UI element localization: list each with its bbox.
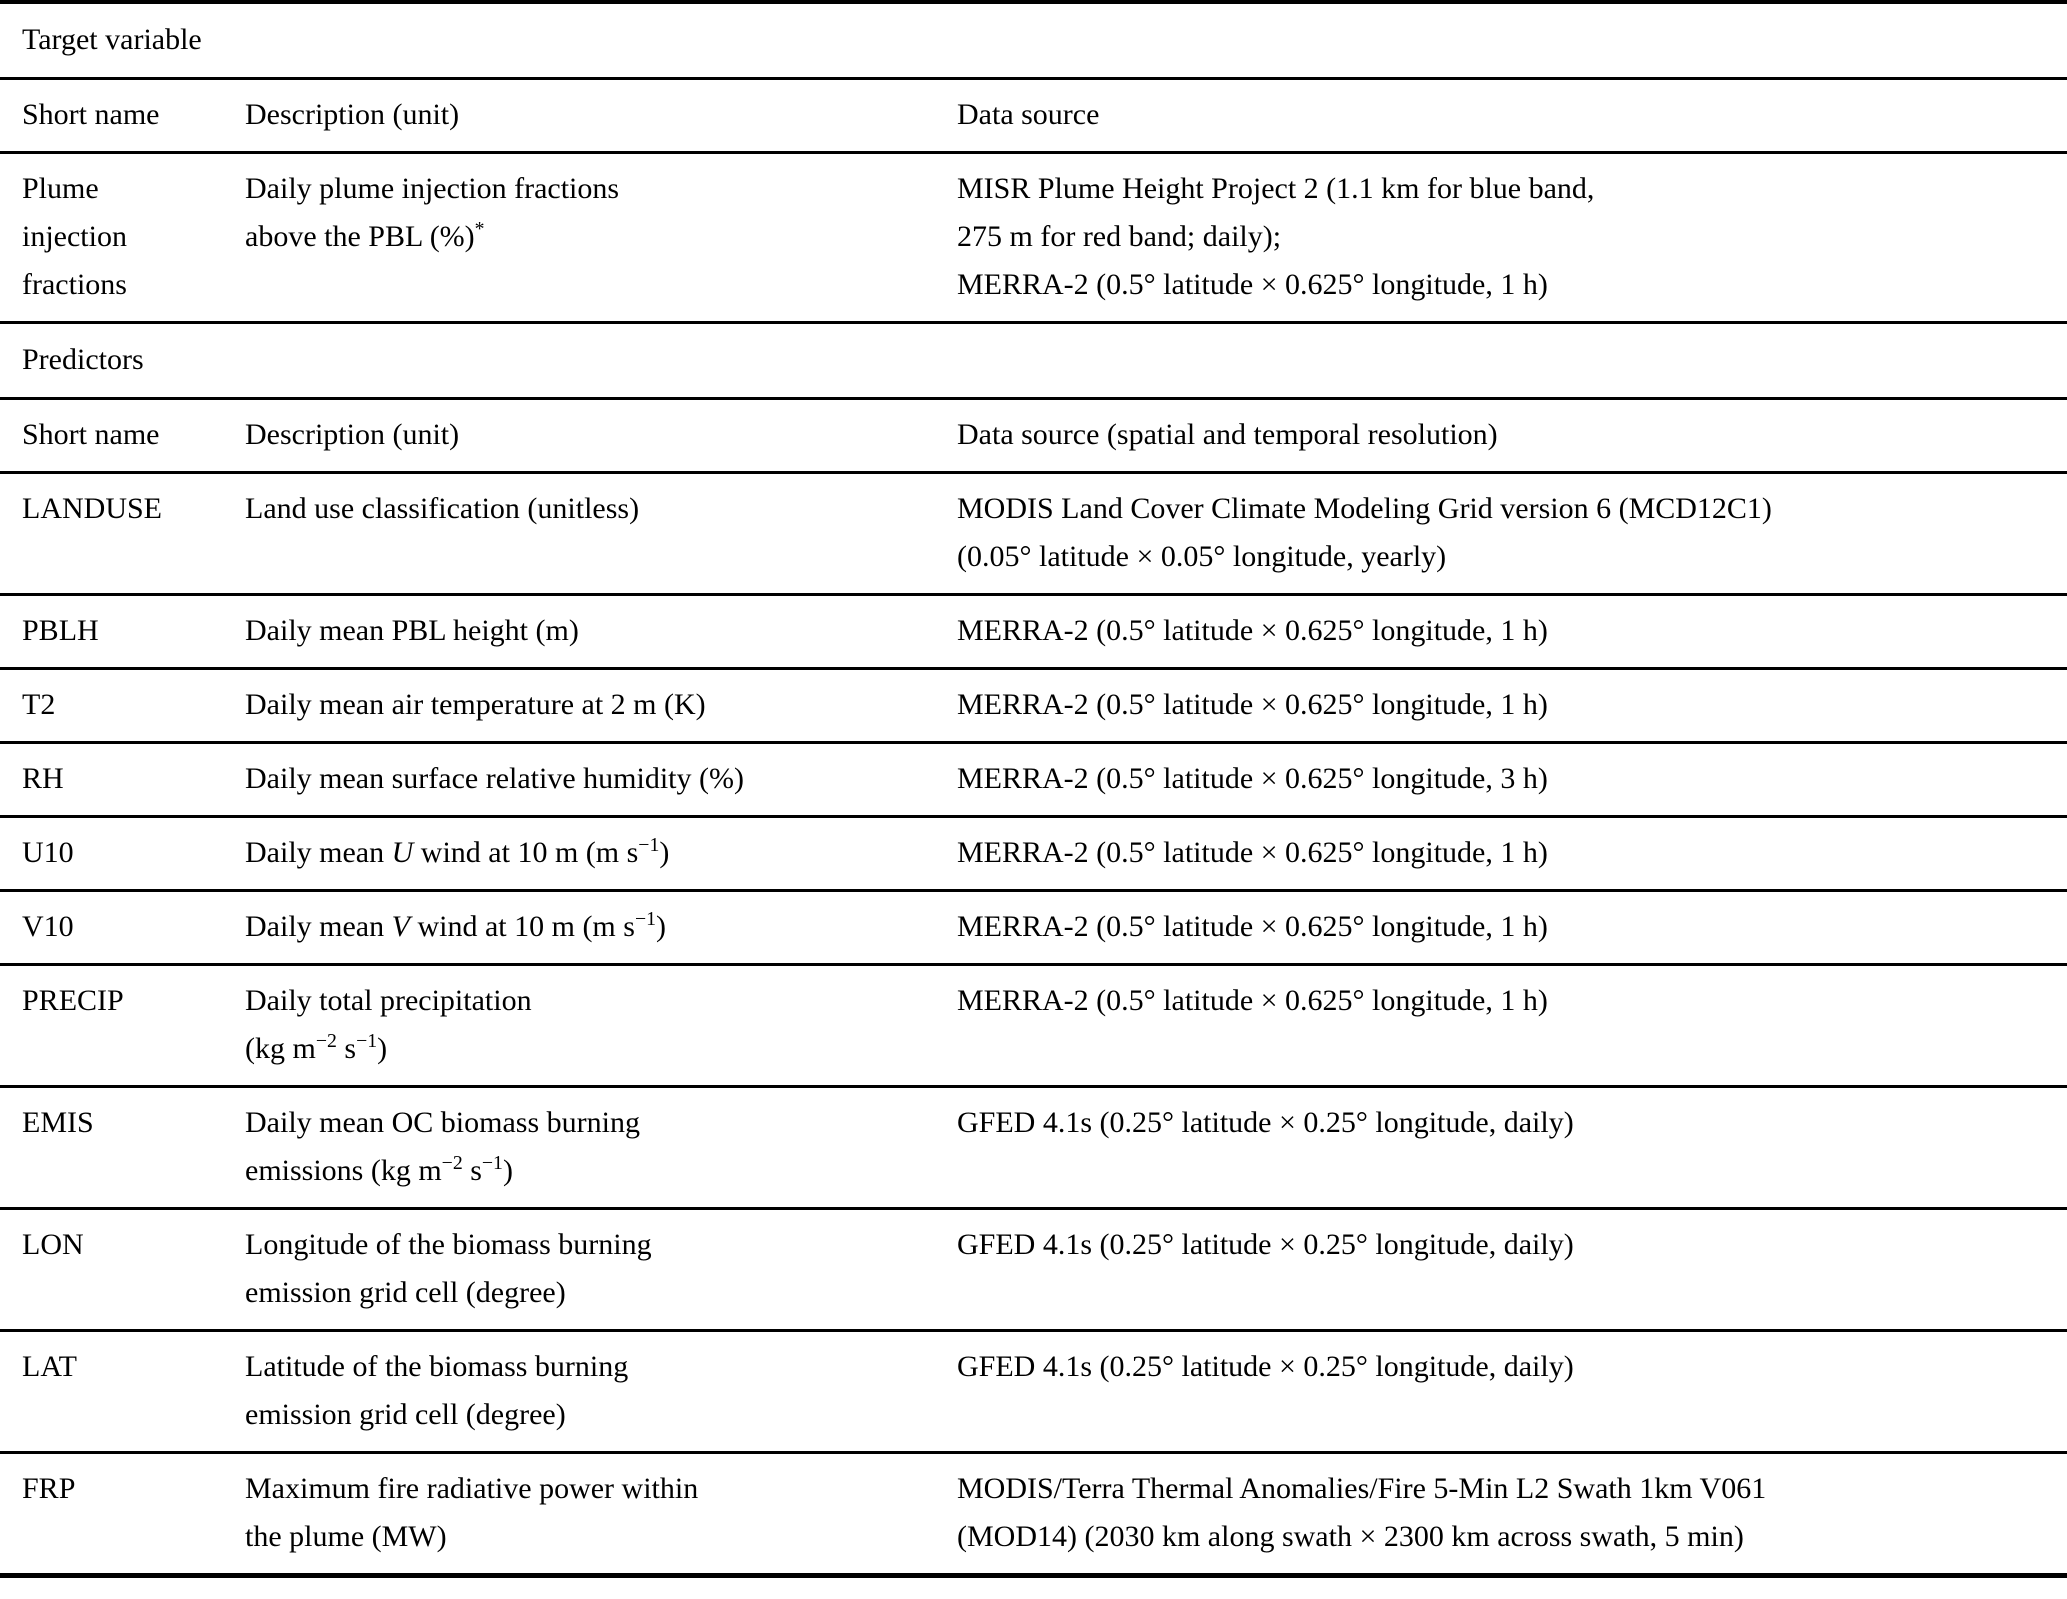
text-segment: Daily plume injection fractions bbox=[245, 172, 620, 205]
text-segment: GFED 4.1s (0.25° latitude × 0.25° longitude, daily) bbox=[957, 1106, 1574, 1139]
short-name-text: injection bbox=[22, 220, 127, 253]
column-header-text: Short name bbox=[22, 418, 160, 451]
short-name-cell bbox=[0, 595, 245, 669]
column-header-data-source bbox=[957, 399, 2067, 473]
text-segment: MERRA-2 (0.5° latitude × 0.625° longitude, 1 h) bbox=[957, 614, 1548, 647]
superscript: −1 bbox=[356, 1030, 378, 1053]
text-segment: Daily mean bbox=[245, 836, 392, 869]
description-cell bbox=[245, 473, 957, 595]
column-header-text: Data source bbox=[957, 98, 1100, 131]
section-title bbox=[0, 323, 2067, 399]
data-source-line bbox=[957, 1465, 2057, 1513]
italic-symbol: U bbox=[391, 836, 414, 869]
description-cell bbox=[245, 595, 957, 669]
table-row bbox=[0, 1331, 2067, 1453]
data-source-cell bbox=[957, 1209, 2067, 1331]
table-row bbox=[0, 473, 2067, 595]
short-name-text: Plume bbox=[22, 172, 99, 205]
section-title-text: Predictors bbox=[22, 343, 144, 376]
column-header-text: Description (unit) bbox=[245, 98, 460, 131]
text-segment: Daily mean air temperature at 2 m (K) bbox=[245, 688, 706, 721]
short-name-text: LAT bbox=[22, 1350, 77, 1383]
column-header-text: Short name bbox=[22, 98, 160, 131]
data-source-cell bbox=[957, 1087, 2067, 1209]
description-line bbox=[245, 607, 947, 655]
table-row bbox=[0, 1087, 2067, 1209]
short-name-text: LON bbox=[22, 1228, 84, 1261]
text-segment: GFED 4.1s (0.25° latitude × 0.25° longitude, daily) bbox=[957, 1228, 1574, 1261]
column-header-text: Data source (spatial and temporal resolution) bbox=[957, 418, 1498, 451]
text-segment: 275 m for red band; daily); bbox=[957, 220, 1282, 253]
short-name-cell bbox=[0, 817, 245, 891]
text-segment: MERRA-2 (0.5° latitude × 0.625° longitude, 1 h) bbox=[957, 984, 1548, 1017]
data-source-cell bbox=[957, 891, 2067, 965]
data-source-line bbox=[957, 1221, 2057, 1269]
data-source-line bbox=[957, 903, 2057, 951]
superscript: −1 bbox=[638, 834, 660, 857]
description-line bbox=[245, 1221, 947, 1269]
short-name-cell bbox=[0, 1209, 245, 1331]
text-segment: Daily mean surface relative humidity (%) bbox=[245, 762, 744, 795]
description-cell bbox=[245, 669, 957, 743]
description-line bbox=[245, 1343, 947, 1391]
short-name-text: EMIS bbox=[22, 1106, 94, 1139]
column-header-description bbox=[245, 79, 957, 153]
text-segment: s bbox=[462, 1154, 482, 1187]
section-title bbox=[0, 2, 2067, 79]
description-line bbox=[245, 977, 947, 1025]
superscript: * bbox=[474, 218, 485, 241]
text-segment: emissions (kg m bbox=[245, 1154, 442, 1187]
data-source-cell bbox=[957, 817, 2067, 891]
data-source-line bbox=[957, 829, 2057, 877]
text-segment: MODIS/Terra Thermal Anomalies/Fire 5-Min L2 Swath 1km V061 bbox=[957, 1472, 1767, 1505]
text-segment: MERRA-2 (0.5° latitude × 0.625° longitude, 1 h) bbox=[957, 688, 1548, 721]
description-cell bbox=[245, 1453, 957, 1576]
description-line bbox=[245, 1465, 947, 1513]
short-name-cell bbox=[0, 473, 245, 595]
table-row bbox=[0, 965, 2067, 1087]
column-header-description bbox=[245, 399, 957, 473]
description-line bbox=[245, 681, 947, 729]
data-source-cell bbox=[957, 965, 2067, 1087]
text-segment: ) bbox=[502, 1154, 513, 1187]
text-segment: emission grid cell (degree) bbox=[245, 1398, 566, 1431]
data-source-line bbox=[957, 977, 2057, 1025]
column-header-data-source bbox=[957, 79, 2067, 153]
data-source-cell bbox=[957, 473, 2067, 595]
superscript: −2 bbox=[441, 1152, 463, 1175]
text-segment: Land use classification (unitless) bbox=[245, 492, 640, 525]
short-name-text: U10 bbox=[22, 836, 74, 869]
short-name-cell bbox=[0, 669, 245, 743]
column-header-short-name bbox=[0, 399, 245, 473]
description-line bbox=[245, 903, 947, 951]
superscript: −2 bbox=[315, 1030, 337, 1053]
text-segment: ) bbox=[656, 910, 666, 943]
short-name-cell bbox=[0, 743, 245, 817]
table-row bbox=[0, 743, 2067, 817]
data-source-line bbox=[957, 1513, 2057, 1561]
data-source-line bbox=[957, 681, 2057, 729]
column-header-text: Description (unit) bbox=[245, 418, 460, 451]
text-segment: (kg m bbox=[245, 1032, 316, 1065]
text-segment: (0.05° latitude × 0.05° longitude, yearly) bbox=[957, 540, 1447, 573]
text-segment: Daily mean PBL height (m) bbox=[245, 614, 579, 647]
text-segment: ) bbox=[377, 1032, 388, 1065]
text-segment: MODIS Land Cover Climate Modeling Grid version 6 (MCD12C1) bbox=[957, 492, 1772, 525]
description-cell bbox=[245, 965, 957, 1087]
text-segment: Daily mean OC biomass burning bbox=[245, 1106, 640, 1139]
text-segment: wind at 10 m (m s bbox=[413, 836, 639, 869]
data-source-cell bbox=[957, 595, 2067, 669]
description-cell bbox=[245, 891, 957, 965]
short-name-text: RH bbox=[22, 762, 64, 795]
short-name-cell bbox=[0, 153, 245, 323]
description-line bbox=[245, 1513, 947, 1561]
text-segment: emission grid cell (degree) bbox=[245, 1276, 566, 1309]
table-row bbox=[0, 595, 2067, 669]
text-segment: above the PBL (%) bbox=[245, 220, 475, 253]
variables-table-body bbox=[0, 2, 2067, 1576]
text-segment: MERRA-2 (0.5° latitude × 0.625° longitude, 1 h) bbox=[957, 268, 1548, 301]
data-source-line bbox=[957, 533, 2057, 581]
superscript: −1 bbox=[634, 908, 656, 931]
description-line bbox=[245, 213, 947, 261]
table-row bbox=[0, 891, 2067, 965]
text-segment: MERRA-2 (0.5° latitude × 0.625° longitude, 1 h) bbox=[957, 836, 1548, 869]
description-line bbox=[245, 829, 947, 877]
description-cell bbox=[245, 743, 957, 817]
table-row bbox=[0, 153, 2067, 323]
description-cell bbox=[245, 1209, 957, 1331]
data-source-line bbox=[957, 261, 2057, 309]
short-name-cell bbox=[0, 1331, 245, 1453]
data-source-line bbox=[957, 165, 2057, 213]
text-segment: s bbox=[336, 1032, 357, 1065]
text-segment: ) bbox=[659, 836, 670, 869]
text-segment: (MOD14) (2030 km along swath × 2300 km across swath, 5 min) bbox=[957, 1520, 1744, 1553]
description-cell bbox=[245, 153, 957, 323]
description-line bbox=[245, 165, 947, 213]
text-segment: Latitude of the biomass burning bbox=[245, 1350, 629, 1383]
description-line bbox=[245, 755, 947, 803]
description-line bbox=[245, 1099, 947, 1147]
description-line bbox=[245, 1269, 947, 1317]
description-cell bbox=[245, 1331, 957, 1453]
text-segment: wind at 10 m (m s bbox=[409, 910, 635, 943]
short-name-cell bbox=[0, 891, 245, 965]
column-header-row-0 bbox=[0, 79, 2067, 153]
short-name-text: PRECIP bbox=[22, 984, 124, 1017]
short-name-cell bbox=[0, 1453, 245, 1576]
section-title-row-0 bbox=[0, 2, 2067, 79]
column-header-row-1 bbox=[0, 399, 2067, 473]
data-source-line bbox=[957, 607, 2057, 655]
description-line bbox=[245, 1025, 947, 1073]
description-line bbox=[245, 1147, 947, 1195]
text-segment: Daily total precipitation bbox=[245, 984, 532, 1017]
table-row bbox=[0, 1453, 2067, 1576]
data-source-line bbox=[957, 755, 2057, 803]
data-source-line bbox=[957, 213, 2057, 261]
data-source-line bbox=[957, 1343, 2057, 1391]
section-title-text: Target variable bbox=[22, 23, 202, 56]
description-cell bbox=[245, 817, 957, 891]
short-name-text: T2 bbox=[22, 688, 56, 721]
text-segment: Longitude of the biomass burning bbox=[245, 1228, 652, 1261]
data-source-cell bbox=[957, 1331, 2067, 1453]
data-source-cell bbox=[957, 743, 2067, 817]
text-segment: MERRA-2 (0.5° latitude × 0.625° longitude, 3 h) bbox=[957, 762, 1548, 795]
text-segment: MISR Plume Height Project 2 (1.1 km for blue band, bbox=[957, 172, 1595, 205]
text-segment: MERRA-2 (0.5° latitude × 0.625° longitude, 1 h) bbox=[957, 910, 1548, 943]
data-source-cell bbox=[957, 153, 2067, 323]
table-row bbox=[0, 669, 2067, 743]
description-line bbox=[245, 1391, 947, 1439]
description-cell bbox=[245, 1087, 957, 1209]
data-source-cell bbox=[957, 669, 2067, 743]
short-name-cell bbox=[0, 965, 245, 1087]
section-title-row-1 bbox=[0, 323, 2067, 399]
short-name-text: fractions bbox=[22, 268, 127, 301]
short-name-text: LANDUSE bbox=[22, 492, 162, 525]
column-header-short-name bbox=[0, 79, 245, 153]
superscript: −1 bbox=[481, 1152, 503, 1175]
short-name-text: V10 bbox=[22, 910, 74, 943]
description-line bbox=[245, 485, 947, 533]
text-segment: the plume (MW) bbox=[245, 1520, 447, 1553]
text-segment: Daily mean bbox=[245, 910, 392, 943]
data-source-line bbox=[957, 1099, 2057, 1147]
text-segment: GFED 4.1s (0.25° latitude × 0.25° longitude, daily) bbox=[957, 1350, 1574, 1383]
table-row bbox=[0, 817, 2067, 891]
italic-symbol: V bbox=[391, 910, 410, 943]
text-segment: Maximum fire radiative power within bbox=[245, 1472, 699, 1505]
data-source-line bbox=[957, 485, 2057, 533]
short-name-text: FRP bbox=[22, 1472, 76, 1505]
data-source-cell bbox=[957, 1453, 2067, 1576]
short-name-text: PBLH bbox=[22, 614, 99, 647]
table-row bbox=[0, 1209, 2067, 1331]
short-name-cell bbox=[0, 1087, 245, 1209]
